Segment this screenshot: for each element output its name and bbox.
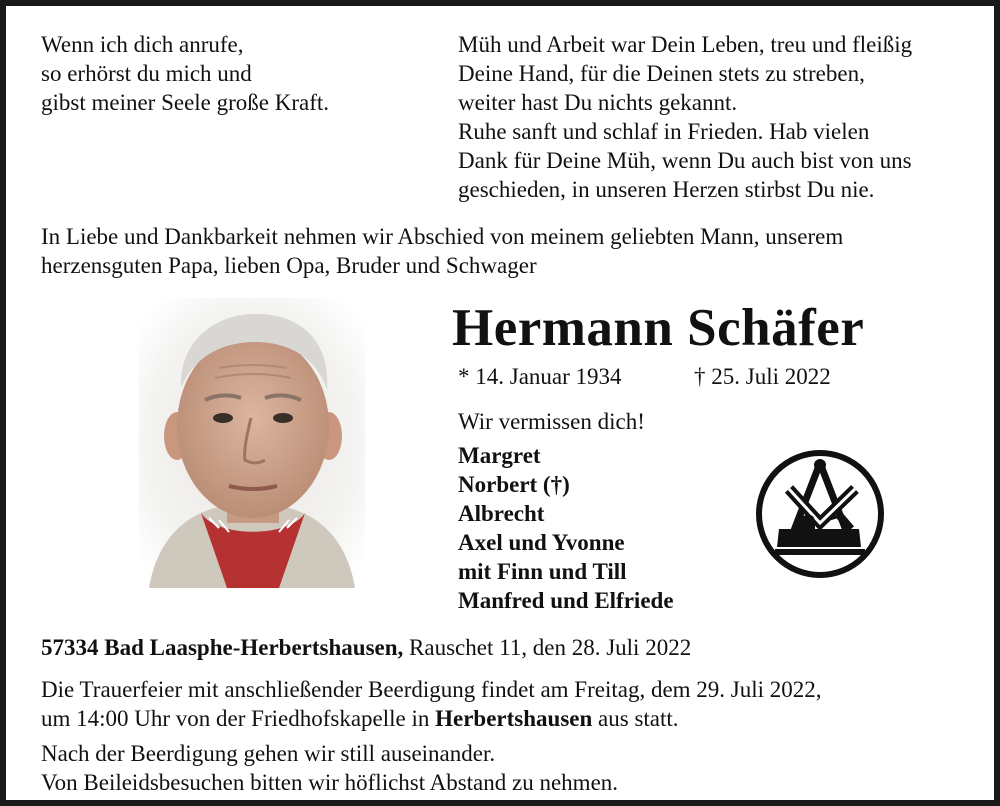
verse-left-line: Wenn ich dich anrufe, <box>41 32 244 57</box>
verse-right <box>458 30 912 204</box>
verse-right-line: Müh und Arbeit war Dein Leben, treu und fleißig <box>458 32 913 57</box>
intro-line: In Liebe und Dankbarkeit nehmen wir Abschied von meinem geliebten Mann, unserem <box>41 224 844 249</box>
address-details: Rauschet 11, den 28. Juli 2022 <box>403 635 692 660</box>
service-info <box>41 675 822 733</box>
closing-line: Nach der Beerdigung gehen wir still auseinander. <box>41 741 496 766</box>
birth-date: * 14. Januar 1934 <box>458 364 622 389</box>
family-member: Norbert (†) <box>458 472 570 497</box>
verse-right-line: weiter hast Du nichts gekannt. <box>458 90 738 115</box>
family-member: Albrecht <box>458 501 545 526</box>
family-list <box>458 441 674 615</box>
closing-text <box>41 739 618 797</box>
portrait-icon <box>139 298 365 588</box>
verse-right-line: Deine Hand, für die Deinen stets zu streben, <box>458 61 865 86</box>
service-place: Herbertshausen <box>435 706 593 731</box>
intro-line: herzensguten Papa, lieben Opa, Bruder und Schwager <box>41 253 537 278</box>
closing-line: Von Beileidsbesuchen bitten wir höflichst Abstand zu nehmen. <box>41 770 619 795</box>
service-line-1: Die Trauerfeier mit anschließender Beerdigung findet am Freitag, dem 29. Juli 2022, <box>41 677 822 702</box>
guild-emblem-icon <box>755 449 885 579</box>
family-member: Axel und Yvonne <box>458 530 625 555</box>
verse-left-line: gibst meiner Seele große Kraft. <box>41 90 330 115</box>
deceased-name: Hermann Schäfer <box>452 299 865 357</box>
death-date: † 25. Juli 2022 <box>694 364 831 389</box>
verse-right-line: Ruhe sanft und schlaf in Frieden. Hab vielen <box>458 119 870 144</box>
verse-right-line: geschieden, in unseren Herzen stirbst Du nie. <box>458 177 875 202</box>
verse-left <box>41 30 329 117</box>
service-line-2 <box>41 704 822 733</box>
address-place: 57334 Bad Laasphe-Herbertshausen, <box>41 635 404 660</box>
portrait-photo <box>139 298 365 588</box>
family-member: Margret <box>458 443 541 468</box>
verse-right-line: Dank für Deine Müh, wenn Du auch bist von uns <box>458 148 912 173</box>
family-member: Manfred und Elfriede <box>458 588 674 613</box>
carpenter-guild-emblem <box>755 449 885 579</box>
miss-text: Wir vermissen dich! <box>458 409 645 434</box>
service-line-2-pre: um 14:00 Uhr von der Friedhofskapelle in <box>41 706 436 731</box>
intro-text <box>41 222 843 280</box>
service-line-2-post: aus statt. <box>592 706 679 731</box>
verse-left-line: so erhörst du mich und <box>41 61 252 86</box>
family-member: mit Finn und Till <box>458 559 627 584</box>
address-line <box>41 633 691 662</box>
